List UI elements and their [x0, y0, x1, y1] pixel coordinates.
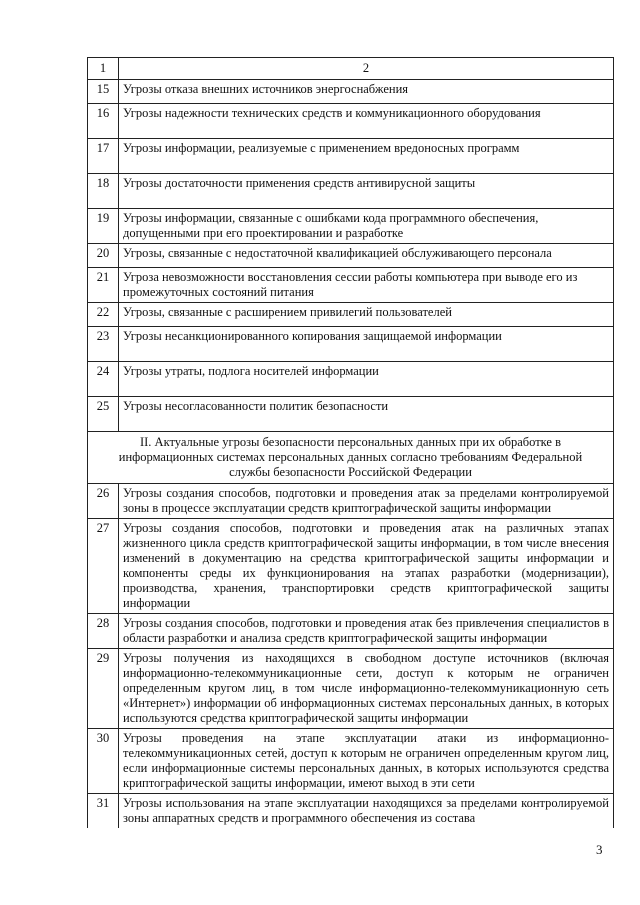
row-text: Угрозы отказа внешних источников энергоснабжения [119, 80, 614, 104]
row-number: 15 [88, 80, 119, 104]
table-row [88, 174, 614, 209]
row-number: 18 [88, 174, 119, 209]
table-row [88, 649, 614, 729]
row-number: 27 [88, 519, 119, 614]
table-row [88, 484, 614, 519]
table-row [88, 729, 614, 794]
table-row [88, 327, 614, 362]
row-number: 17 [88, 139, 119, 174]
row-text: Угрозы проведения на этапе эксплуатации атаки из информационно-телекоммуникационных сетей, доступ к которым не ограничен определенным кругом лиц, если информационные системы персональных данных, в которых используются средства криптографической защиты информации, имеют выход в эти сети [119, 729, 614, 794]
table-row [88, 209, 614, 244]
table-row [88, 104, 614, 139]
row-number: 22 [88, 303, 119, 327]
row-number: 21 [88, 268, 119, 303]
table-row [88, 794, 614, 829]
row-text: Угрозы утраты, подлога носителей информации [119, 362, 614, 397]
table-row [88, 139, 614, 174]
table-header-row [88, 58, 614, 80]
table-row [88, 268, 614, 303]
row-text: Угрозы создания способов, подготовки и проведения атак за пределами контролируемой зоны в процессе эксплуатации средств криптографической защиты информации [119, 484, 614, 519]
threats-table-container [87, 57, 614, 828]
threats-table [87, 57, 614, 828]
row-number: 26 [88, 484, 119, 519]
header-col-1: 1 [88, 58, 119, 80]
row-text: Угрозы достаточности применения средств антивирусной защиты [119, 174, 614, 209]
section-heading: II. Актуальные угрозы безопасности персональных данных при их обработке в информационных системах персональных данных согласно требованиям Федеральной службы безопасности Российской Федерации [88, 432, 614, 484]
row-number: 25 [88, 397, 119, 432]
row-text: Угрозы информации, связанные с ошибками кода программного обеспечения, допущенными при его проектировании и разработке [119, 209, 614, 244]
row-text: Угрозы несанкционированного копирования защищаемой информации [119, 327, 614, 362]
row-number: 28 [88, 614, 119, 649]
table-row [88, 519, 614, 614]
page-number: 3 [596, 842, 603, 857]
row-text: Угрозы, связанные с недостаточной квалификацией обслуживающего персонала [119, 244, 614, 268]
table-row [88, 614, 614, 649]
row-number: 29 [88, 649, 119, 729]
row-text: Угрозы надежности технических средств и коммуникационного оборудования [119, 104, 614, 139]
row-text: Угроза невозможности восстановления сессии работы компьютера при выводе его из промежуточных состояний питания [119, 268, 614, 303]
row-number: 31 [88, 794, 119, 829]
row-number: 16 [88, 104, 119, 139]
row-text: Угрозы создания способов, подготовки и проведения атак без привлечения специалистов в области разработки и анализа средств криптографической защиты информации [119, 614, 614, 649]
row-text: Угрозы создания способов, подготовки и проведения атак на различных этапах жизненного цикла средств криптографической защиты информации, в том числе внесения изменений в документацию на средства криптографической защиты информации и компоненты среды их функционирования на этапах разработки (модернизации), производства, хранения, транспортировки средств криптографической защиты информации [119, 519, 614, 614]
table-row [88, 244, 614, 268]
header-col-2: 2 [119, 58, 614, 80]
row-number: 24 [88, 362, 119, 397]
row-number: 23 [88, 327, 119, 362]
table-row [88, 80, 614, 104]
section-heading-row [88, 432, 614, 484]
row-text: Угрозы получения из находящихся в свободном доступе источников (включая информационно-телекоммуникационные сети, доступ к которым не ограничен определенным кругом лиц, в том числе информационно-телекоммуникационную сеть «Интернет») информации об информационных системах персональных данных, в которых используются средства криптографической защиты информации [119, 649, 614, 729]
row-text: Угрозы несогласованности политик безопасности [119, 397, 614, 432]
row-text: Угрозы, связанные с расширением привилегий пользователей [119, 303, 614, 327]
row-number: 19 [88, 209, 119, 244]
row-text: Угрозы использования на этапе эксплуатации находящихся за пределами контролируемой зоны аппаратных средств и программного обеспечения из состава [119, 794, 614, 829]
table-row [88, 362, 614, 397]
table-row [88, 303, 614, 327]
table-row [88, 397, 614, 432]
row-text: Угрозы информации, реализуемые с применением вредоносных программ [119, 139, 614, 174]
row-number: 30 [88, 729, 119, 794]
row-number: 20 [88, 244, 119, 268]
